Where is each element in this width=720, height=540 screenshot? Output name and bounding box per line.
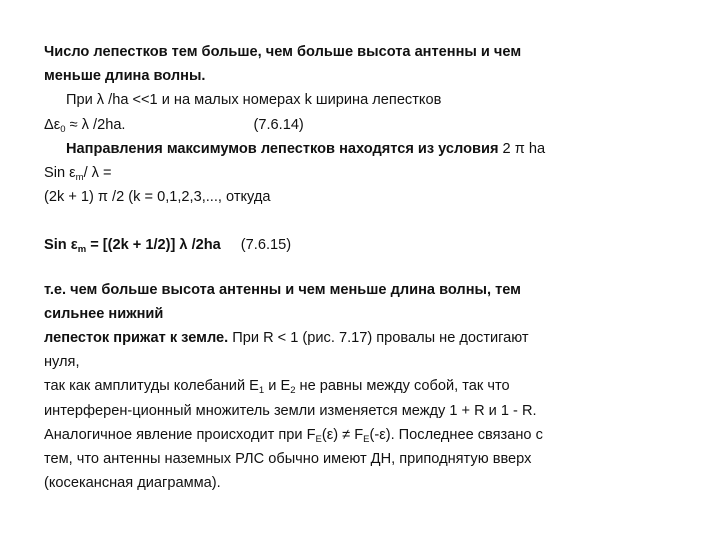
para4-line7 <box>44 423 684 447</box>
formula-subscript: 0 <box>60 123 66 135</box>
fe-neg-epsilon-text: (-ε). Последнее связано с <box>369 426 543 443</box>
formula-line-7-6-15 <box>44 233 684 257</box>
and-e-text: и E <box>264 378 291 395</box>
spacer <box>44 209 684 233</box>
para4-line6: интерферен-ционный множитель земли изменяется между 1 + R и 1 - R. <box>44 402 537 419</box>
formula-delta-epsilon: Δε <box>44 116 61 133</box>
fe-subscript-1: E <box>315 433 322 445</box>
e2-subscript: 2 <box>290 385 296 397</box>
para4-line1: т.е. чем больше высота антенны и чем меньше длина волны, тем <box>44 281 521 298</box>
document-page <box>44 40 684 495</box>
equation-number-7-6-15: (7.6.15) <box>240 237 292 254</box>
para4-bold-text: лепесток прижат к земле. <box>44 330 229 347</box>
formula2-subscript: m <box>77 244 87 256</box>
formula2-sin-epsilon: Sin ε <box>44 237 78 254</box>
para1-line1: Число лепестков тем больше, чем больше высота антенны и чем <box>44 44 522 60</box>
para1-line2: меньше длина волны. <box>44 68 206 85</box>
para4-line3 <box>44 326 684 350</box>
para3-tail-text: 2 π ha <box>498 140 546 157</box>
para3-line3: (2k + 1) π /2 (k = 0,1,2,3,..., откуда <box>44 189 271 206</box>
sin-epsilon-text: Sin ε <box>44 165 76 182</box>
para4-line2: сильнее нижний <box>44 305 164 322</box>
spacer <box>44 258 684 278</box>
equation-number-7-6-14: (7.6.14) <box>253 116 304 133</box>
formula2-rhs: = [(2k + 1/2)] λ /2ha <box>86 237 221 254</box>
para3-line1 <box>44 137 684 161</box>
analog-text: Аналогичное явление происходит при F <box>44 426 316 443</box>
para4-line4: нуля, <box>44 354 80 371</box>
e1-subscript: 1 <box>258 385 265 397</box>
epsilon-subscript-m: m <box>75 172 84 184</box>
para2-line1: При λ /ha <<1 и на малых номерах k ширина лепестков <box>66 92 442 109</box>
formula-line-7-6-14 <box>44 113 684 137</box>
not-equal-text: не равны между собой, так что <box>295 378 510 395</box>
para4-line5 <box>44 374 684 398</box>
para4-tail-text: При R < 1 (рис. 7.17) провалы не достигают <box>228 330 529 347</box>
para4-line9: (косекансная диаграмма). <box>44 475 221 492</box>
para4-line8: тем, что антенны наземных РЛС обычно имеют ДН, приподнятую вверх <box>44 451 532 468</box>
fe-subscript-2: E <box>363 433 370 445</box>
amplitude-text: так как амплитуды колебаний E <box>44 378 259 395</box>
fe-epsilon-text: (ε) ≠ F <box>321 426 364 443</box>
para3-line2 <box>44 161 684 185</box>
divide-lambda-text: / λ = <box>83 165 112 182</box>
formula-rhs: ≈ λ /2ha. <box>65 116 126 133</box>
para3-bold-text: Направления максимумов лепестков находятся из условия <box>66 140 499 157</box>
